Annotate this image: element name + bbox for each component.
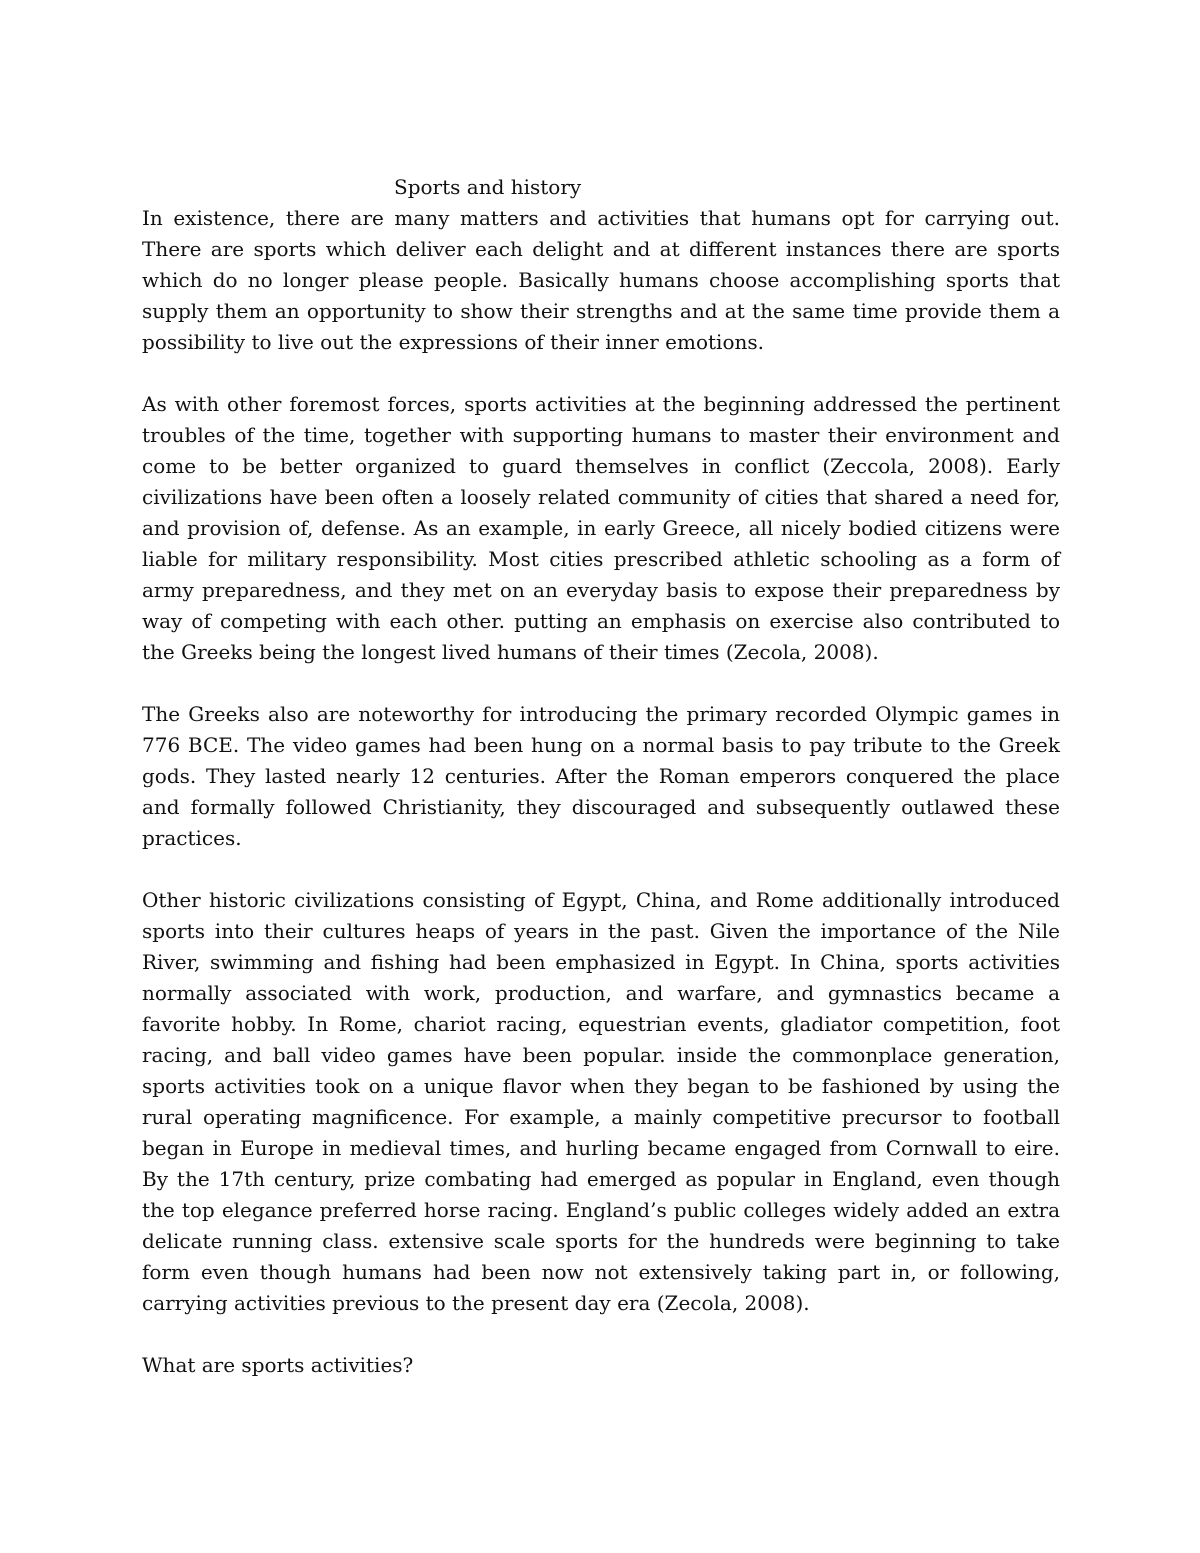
paragraph-foremost-forces: As with other foremost forces, sports activities at the beginning addressed the pertinent troubles of the time, together with supporting humans to master their environment and come to be better organized to guard themselves in conflict (Zeccola, 2008). Early civilizations have been often a loosely related community of cities that shared a need for, and provision of, defense. As an example, in early Greece, all nicely bodied citizens were liable for military responsibility. Most cities prescribed athletic schooling as a form of army preparedness, and they met on an everyday basis to expose their preparedness by way of competing with each other. putting an emphasis on exercise also contributed to the Greeks being the longest lived humans of their times (Zecola, 2008). — [142, 392, 1060, 664]
document-body — [142, 172, 1060, 1381]
paragraph-greeks-olympics: The Greeks also are noteworthy for introducing the primary recorded Olympic games in 776 BCE. The video games had been hung on a normal basis to pay tribute to the Greek gods. They lasted nearly 12 centuries. After the Roman emperors conquered the place and formally followed Christianity, they discouraged and subsequently outlawed these practices. — [142, 702, 1060, 850]
section-question: What are sports activities? — [142, 1353, 414, 1377]
paragraph-intro: In existence, there are many matters and activities that humans opt for carrying out. There are sports which deliver each delight and at different instances there are sports which do no longer please people. Basically humans choose accomplishing sports that supply them an opportunity to show their strengths and at the same time provide them a possibility to live out the expressions of their inner emotions. — [142, 206, 1060, 354]
document-title: Sports and history — [394, 175, 582, 199]
paragraph-other-civilizations: Other historic civilizations consisting of Egypt, China, and Rome additionally introduced sports into their cultures heaps of years in the past. Given the importance of the Nile River, swimming and fishing had been emphasized in Egypt. In China, sports activities normally associated with work, production, and warfare, and gymnastics became a favorite hobby. In Rome, chariot racing, equestrian events, gladiator competition, foot racing, and ball video games have been popular. inside the commonplace generation, sports activities took on a unique flavor when they began to be fashioned by using the rural operating magnificence. For example, a mainly competitive precursor to football began in Europe in medieval times, and hurling became engaged from Cornwall to eire. By the 17th century, prize combating had emerged as popular in England, even though the top elegance preferred horse racing. England’s public colleges widely added an extra delicate running class. extensive scale sports for the hundreds were beginning to take form even though humans had been now not extensively taking part in, or following, carrying activities previous to the present day era (Zecola, 2008). — [142, 888, 1060, 1315]
